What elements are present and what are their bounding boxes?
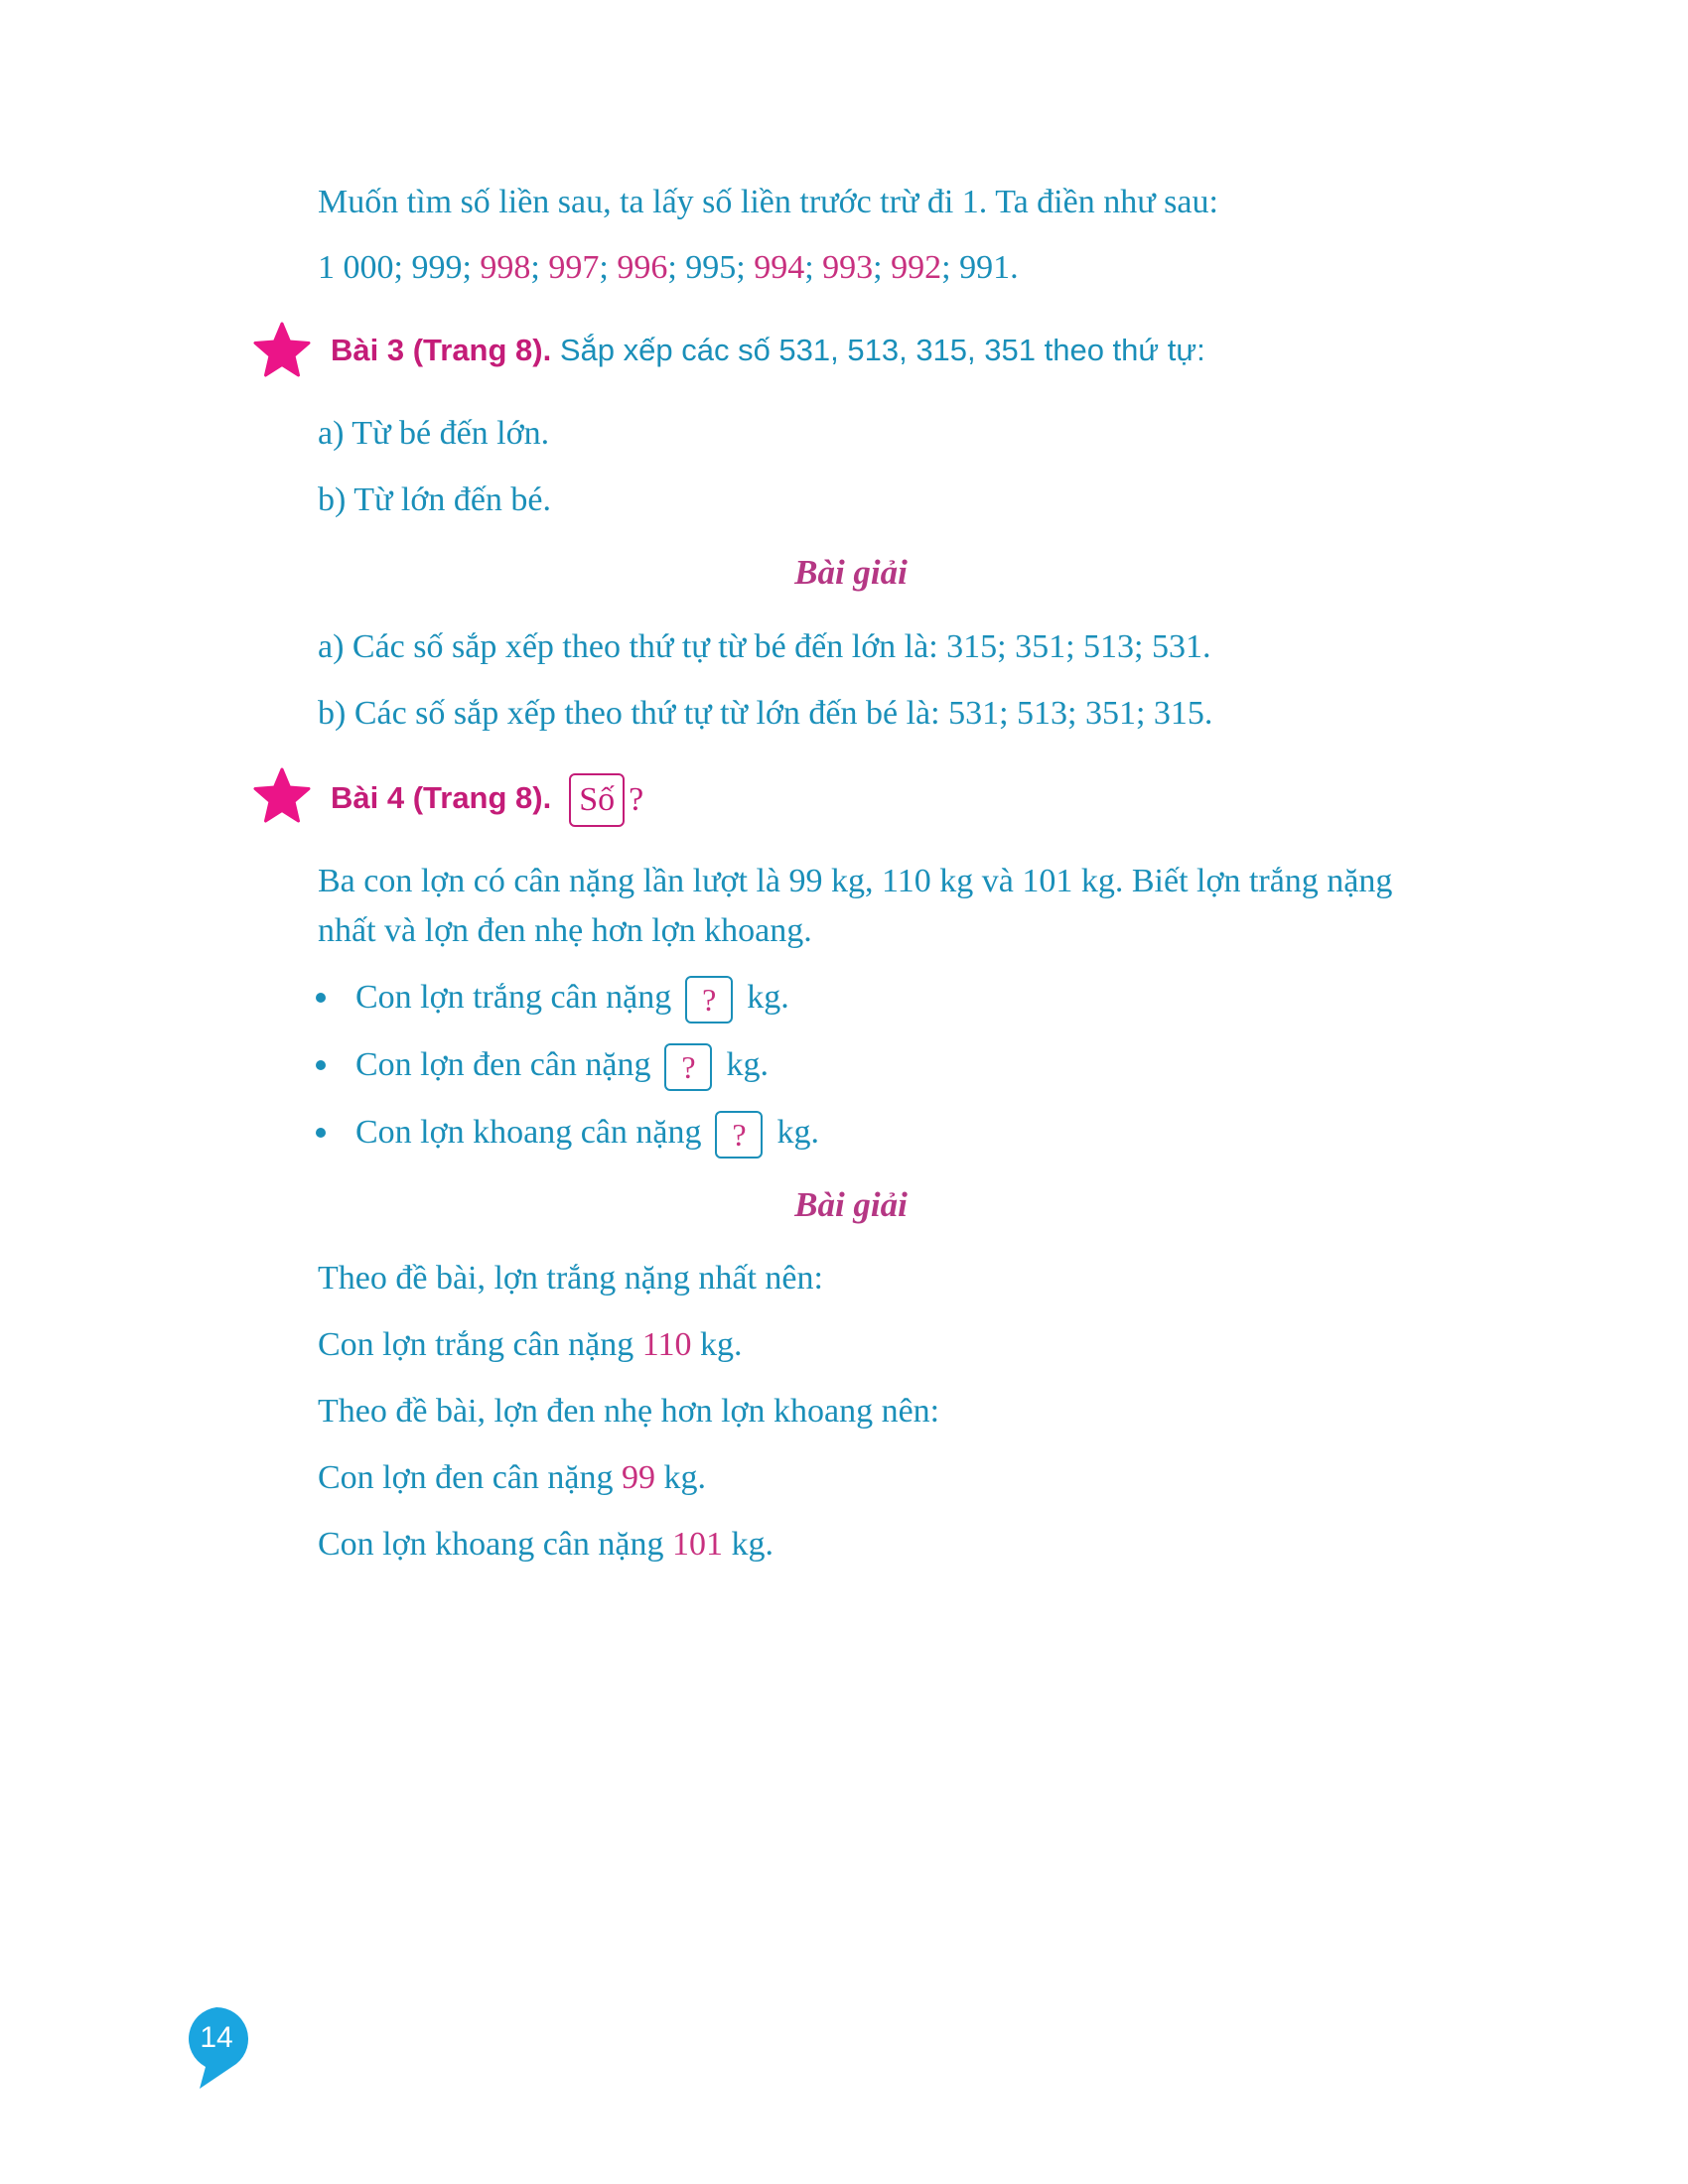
- bullet-item: [355, 1041, 769, 1091]
- star-icon: [251, 320, 313, 381]
- sequence-number: 996: [617, 249, 668, 286]
- sequence-separator: ;: [393, 249, 412, 286]
- bai3-answer-b: b) Các số sắp xếp theo thứ tự từ lớn đến bé là: 531; 513; 351; 315.: [318, 695, 1213, 732]
- bullet-text: Con lợn đen cân nặng: [355, 1046, 651, 1083]
- bai4-solution-line: [318, 1323, 743, 1367]
- sequence-separator: ;: [530, 249, 549, 286]
- bullet-dot: [316, 1060, 326, 1070]
- bullet-text: Con lợn khoang cân nặng: [355, 1114, 702, 1151]
- bai3-part-a: a) Từ bé đến lớn.: [318, 415, 550, 452]
- sequence-number: 993: [822, 249, 874, 286]
- solution-value: 101: [671, 1526, 723, 1563]
- sequence-separator: ;: [462, 249, 481, 286]
- page-number: 14: [200, 2021, 233, 2054]
- bullet-item: [355, 1109, 819, 1159]
- bai4-problem-line1: Ba con lợn có cân nặng lần lượt là 99 kg, 110 kg và 101 kg. Biết lợn trắng nặng: [318, 863, 1393, 899]
- solution-value: 99: [621, 1459, 655, 1496]
- bai4-solution-line: Theo đề bài, lợn trắng nặng nhất nên:: [318, 1260, 823, 1297]
- bai4-solution-line: [318, 1523, 774, 1567]
- bai3-label: Bài 3 (Trang 8).: [331, 333, 552, 367]
- question-mark: ?: [629, 781, 644, 818]
- solution-text: Con lợn khoang cân nặng: [318, 1526, 672, 1563]
- bullet-unit: kg.: [776, 1114, 819, 1151]
- bullet-unit: kg.: [726, 1046, 769, 1083]
- solution-text: Con lợn trắng cân nặng: [318, 1326, 642, 1363]
- sequence-separator: ;: [804, 249, 823, 286]
- bai4-heading: [331, 773, 643, 827]
- solution-text: kg.: [654, 1459, 706, 1496]
- page-number-badge: [182, 2005, 251, 2095]
- sequence-separator: ;: [941, 249, 960, 286]
- sequence-number: 997: [548, 249, 600, 286]
- number-sequence: [318, 246, 1019, 290]
- sequence-separator: ;: [873, 249, 892, 286]
- sequence-number: 992: [891, 249, 942, 286]
- sequence-number: 994: [754, 249, 805, 286]
- bullet-item: [355, 974, 789, 1024]
- bai4-label: Bài 4 (Trang 8).: [331, 780, 552, 816]
- so-box: Số: [569, 773, 625, 827]
- sequence-number: 995: [685, 249, 737, 286]
- sequence-number: 998: [480, 249, 531, 286]
- bai4-problem-line2: nhất và lợn đen nhẹ hơn lợn khoang.: [318, 912, 812, 949]
- star-icon: [251, 765, 313, 827]
- bullet-dot: [316, 993, 326, 1003]
- bai3-question: Sắp xếp các số 531, 513, 315, 351 theo thứ tự:: [551, 333, 1205, 367]
- answer-box: ?: [664, 1043, 712, 1091]
- solution-title: Bài giải: [794, 553, 908, 592]
- sequence-number: 1 000: [318, 249, 394, 286]
- sequence-separator: ;: [599, 249, 618, 286]
- solution-text: kg.: [691, 1326, 743, 1363]
- sequence-separator: ;: [667, 249, 686, 286]
- bai3-part-b: b) Từ lớn đến bé.: [318, 481, 552, 518]
- answer-box: ?: [715, 1111, 763, 1159]
- answer-box: ?: [685, 976, 733, 1024]
- solution-title: Bài giải: [794, 1185, 908, 1224]
- solution-text: kg.: [722, 1526, 774, 1563]
- bullet-dot: [316, 1128, 326, 1138]
- sequence-separator: ;: [736, 249, 755, 286]
- bai4-solution-line: Theo đề bài, lợn đen nhẹ hơn lợn khoang nên:: [318, 1393, 940, 1430]
- intro-line: Muốn tìm số liền sau, ta lấy số liền trước trừ đi 1. Ta điền như sau:: [318, 184, 1218, 220]
- bullet-unit: kg.: [747, 979, 789, 1016]
- bullet-text: Con lợn trắng cân nặng: [355, 979, 672, 1016]
- sequence-number: 999: [411, 249, 463, 286]
- bai3-heading: [331, 329, 1205, 372]
- bai4-solution-line: [318, 1456, 706, 1500]
- solution-value: 110: [641, 1326, 692, 1363]
- sequence-number: 991: [959, 249, 1011, 286]
- sequence-separator: .: [1010, 249, 1019, 286]
- solution-text: Con lợn đen cân nặng: [318, 1459, 622, 1496]
- bai3-answer-a: a) Các số sắp xếp theo thứ tự từ bé đến lớn là: 315; 351; 513; 531.: [318, 628, 1211, 665]
